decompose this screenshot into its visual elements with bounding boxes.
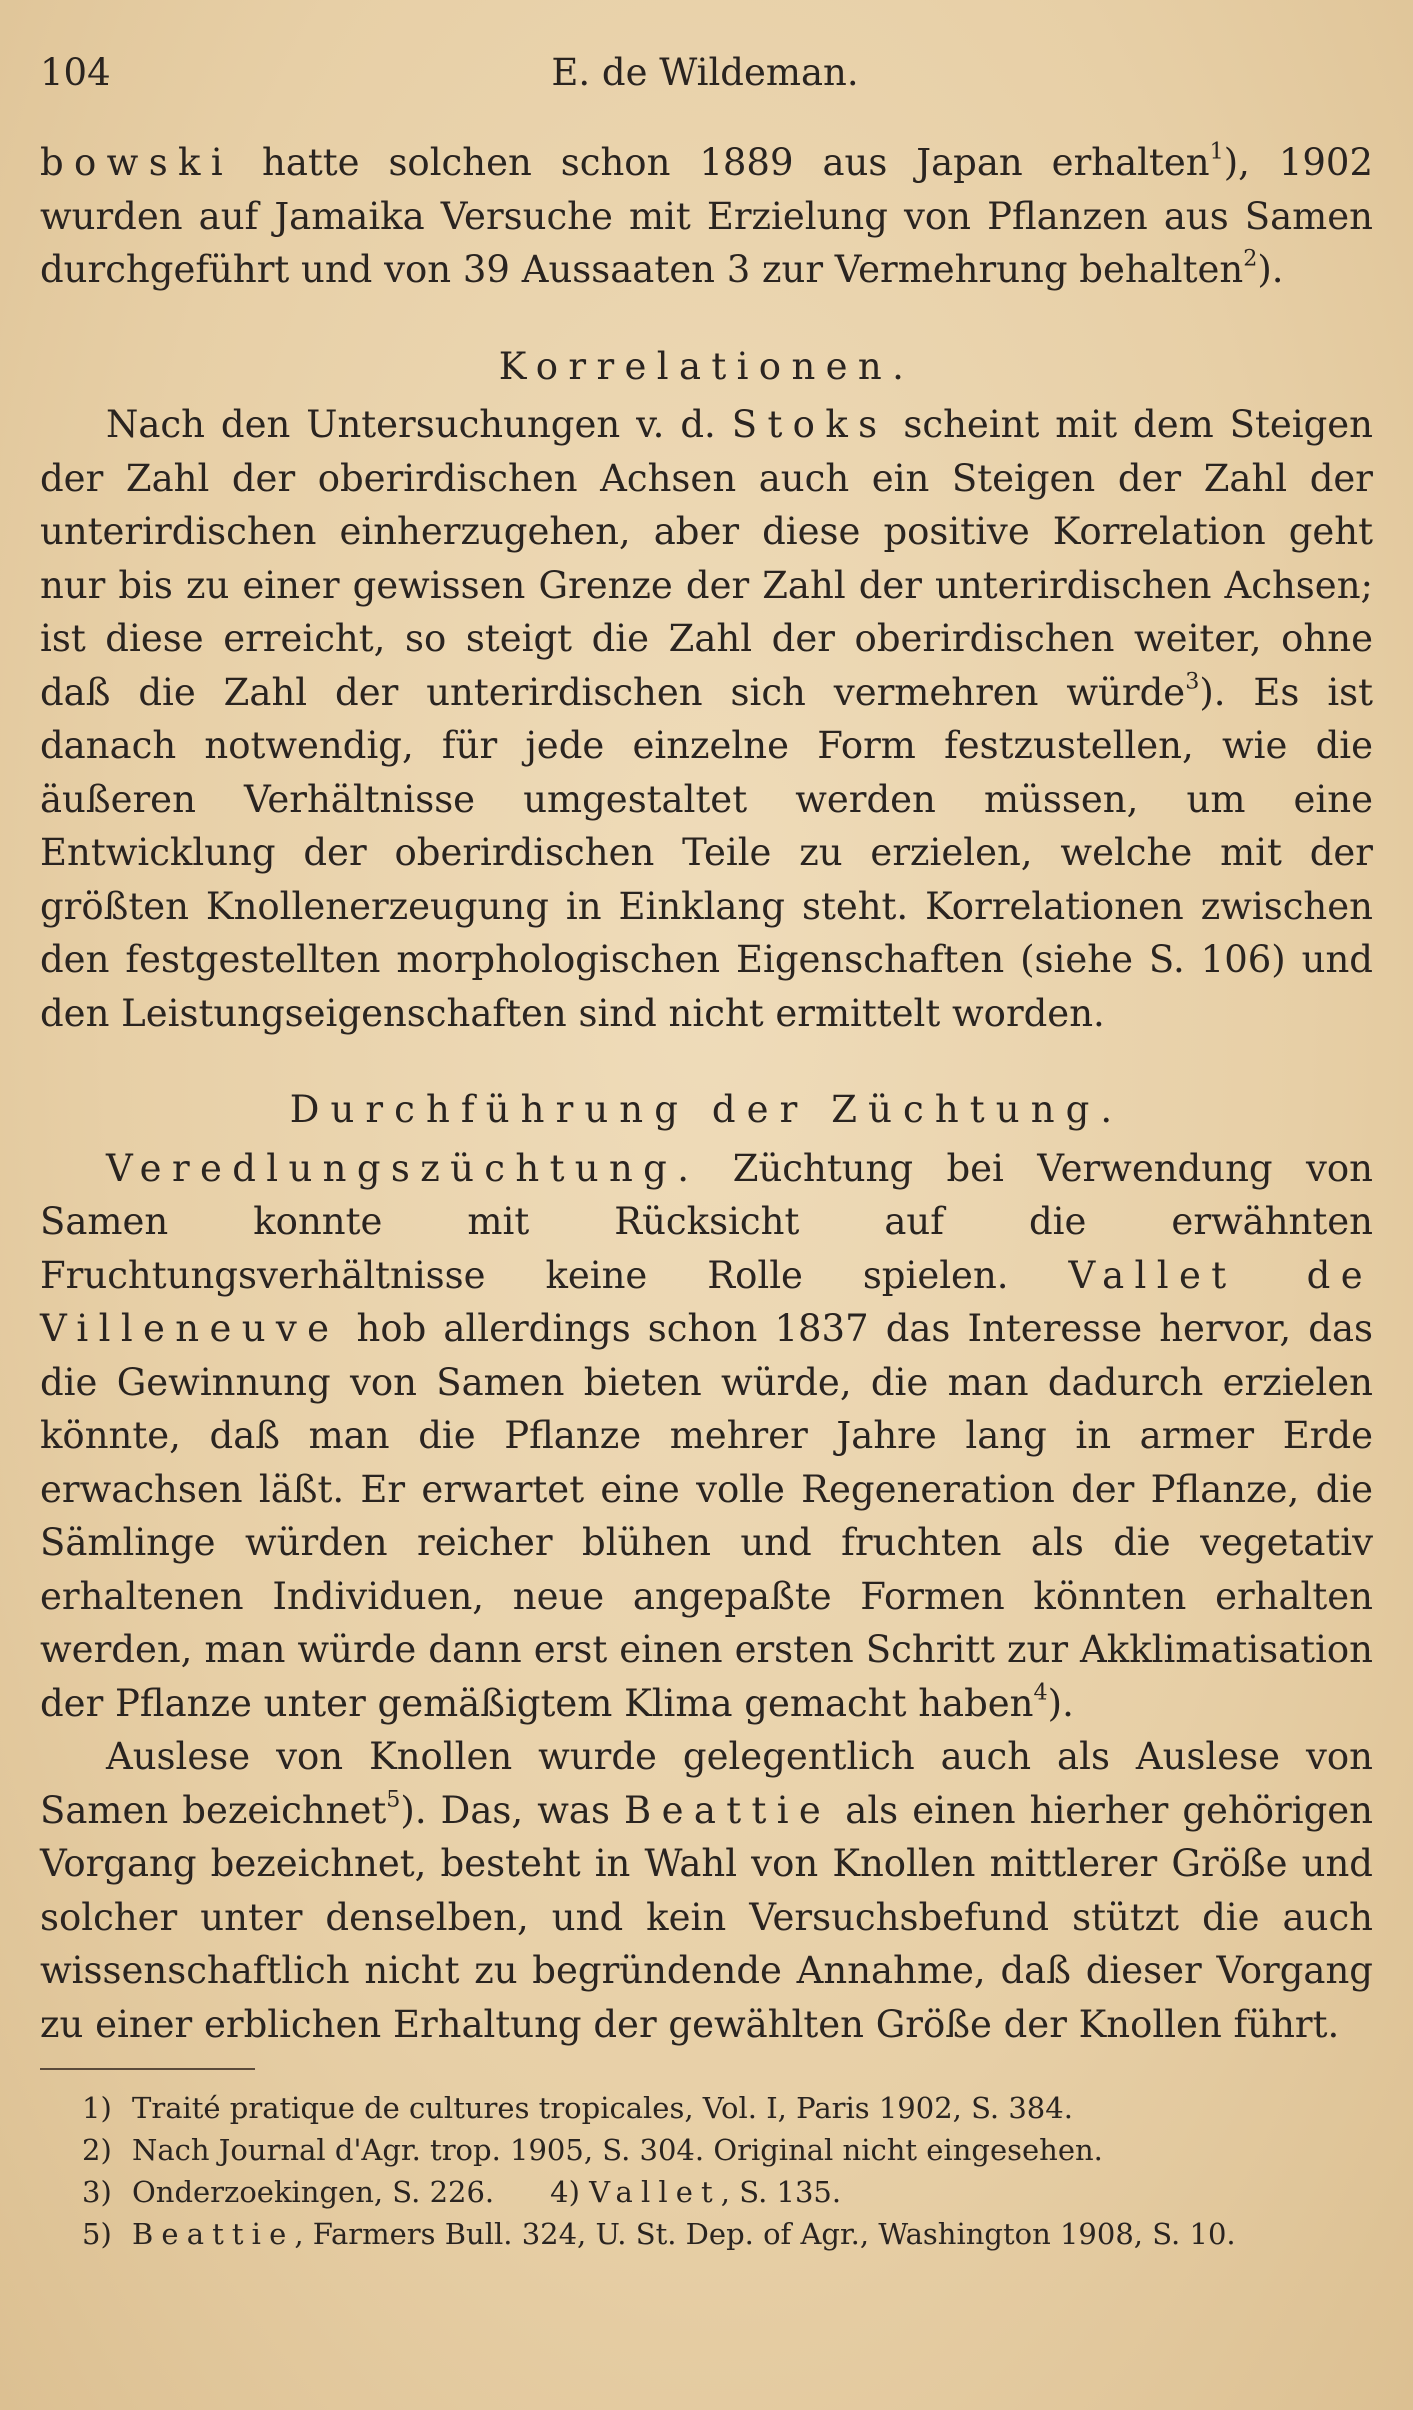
footnote-ref: 2 bbox=[1243, 245, 1258, 272]
running-title: E. de Wildeman. bbox=[551, 51, 859, 94]
footnotes bbox=[82, 2087, 1372, 2255]
paragraph: Auslese von Knollen wurde gelegentlich auch als Auslese von Samen bezeichnet$^5$). Das, was Beattie als einen hierher gehörigen Vorgang bezeichnet, besteht in Wahl von Knollen mittlerer Größe und solcher unter denselben, und kein Versuchsbefund stützt die auch wissenschaftlich nicht zu begründende Annahme, daß dieser Vorgang zu einer erblichen Erhaltung der gewählten Größe der Knollen führt. bbox=[40, 1735, 1373, 2046]
footnote: 2) Nach Journal d'Agr. trop. 1905, S. 304. Original nicht eingesehen. bbox=[82, 2133, 1103, 2167]
author-name: Beattie bbox=[624, 1788, 832, 1832]
paragraph: Nach den Untersuchungen v. d. Stoks scheint mit dem Steigen der Zahl der oberirdischen Achsen auch ein Steigen der Zahl der unterirdischen einherzugehen, aber diese positive Korrelation geht nur bis zu einer gewissen Grenze der Zahl der unterirdischen Achsen; ist diese erreicht, so steigt die Zahl der oberirdischen weiter, ohne daß die Zahl der unterirdischen sich vermehren würde$^3$). Es ist danach notwendig, für jede einzelne Form festzustellen, wie die äußeren Verhältnisse umgestaltet werden müssen, um eine Entwicklung der oberirdischen Teile zu erzielen, welche mit der größten Knollenerzeugung in Einklang steht. Korrelationen zwischen den festgestellten morphologischen Eigenschaften (siehe S. 106) und den Leistungseigenschaften sind nicht ermittelt worden. bbox=[40, 403, 1374, 1035]
term: Veredlungszüchtung. bbox=[106, 1146, 700, 1190]
body-text bbox=[40, 136, 1373, 2051]
footnote-ref: 4 bbox=[1033, 1678, 1048, 1705]
footnote-rule bbox=[40, 2068, 255, 2070]
author-name: Stoks bbox=[731, 403, 888, 446]
footnote-ref: 3 bbox=[1185, 667, 1200, 694]
author-name: Vallet bbox=[589, 2175, 721, 2209]
section-heading: Korrelationen. bbox=[498, 344, 915, 388]
footnote: 3) Onderzoekingen, S. 226. 4) Vallet, S. 135. bbox=[82, 2175, 842, 2209]
author-name: bowski bbox=[40, 141, 234, 184]
author-name: Beattie bbox=[132, 2217, 295, 2251]
paragraph: bowski hatte solchen schon 1889 aus Japan erhalten$^1$), 1902 wurden auf Jamaika Versuche mit Erzielung von Pflanzen aus Samen durchgeführt und von 39 Aussaaten 3 zur Vermehrung behalten$^2$). bbox=[40, 138, 1374, 291]
footnote: 5) Beattie, Farmers Bull. 324, U. St. Dep. of Agr., Washington 1908, S. 10. bbox=[82, 2217, 1236, 2251]
footnote-ref: 1 bbox=[1209, 138, 1224, 165]
author-name: Vallet de Villeneuve bbox=[40, 1253, 1373, 1350]
page-header bbox=[40, 48, 1370, 98]
footnote-ref: 5 bbox=[386, 1785, 401, 1812]
paragraph: Veredlungszüchtung. Züchtung bei Verwendung von Samen konnte mit Rücksicht auf die erwähnten Fruchtungsverhältnisse keine Rolle spielen. Vallet de Villeneuve hob allerdings schon 1837 das Interesse hervor, das die Gewinnung von Samen bieten würde, die man dadurch erzielen könnte, daß man die Pflanze mehrer Jahre lang in armer Erde erwachsen läßt. Er erwartet eine volle Regeneration der Pflanze, die Sämlinge würden reicher blühen und fruchten als die vegetativ erhaltenen Individuen, neue angepaßte Formen könnten erhalten werden, man würde dann erst einen ersten Schritt zur Akklimatisation der Pflanze unter gemäßigtem Klima gemacht haben$^4$). bbox=[40, 1146, 1373, 1725]
footnote: 1) Traité pratique de cultures tropicales, Vol. I, Paris 1902, S. 384. bbox=[82, 2091, 1073, 2125]
page-number: 104 bbox=[40, 51, 111, 94]
section-heading: Durchführung der Züchtung. bbox=[289, 1088, 1124, 1131]
